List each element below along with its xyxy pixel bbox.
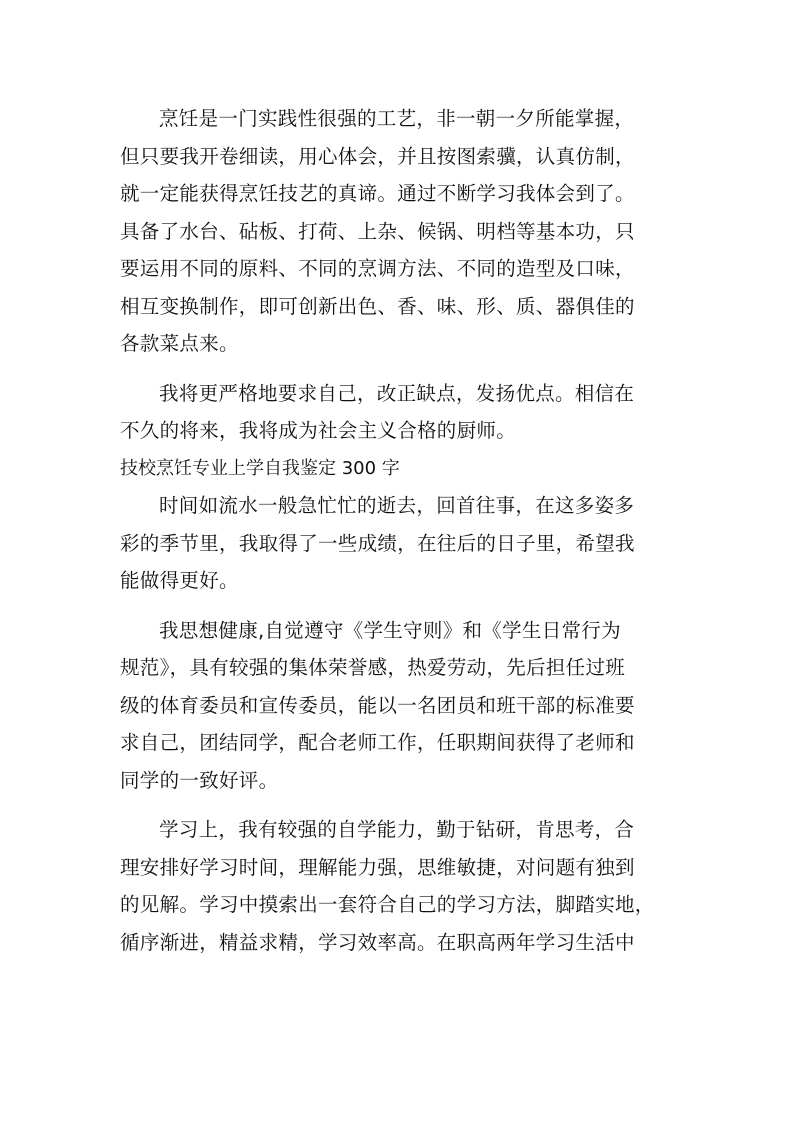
text-line: 时间如流水一般急忙忙的逝去，回首往事，在这多姿多 (159, 494, 635, 517)
paragraph-ideology (120, 612, 680, 800)
paragraph-cooking-craft (120, 100, 680, 363)
paragraph-study (120, 811, 680, 961)
heading-text: 技校烹饪专业上学自我鉴定 300 字 (120, 457, 400, 479)
text-line: 不久的将来，我将成为社会主义合格的厨师。 (120, 419, 517, 442)
text-line: 循序渐进，精益求精，学习效率高。在职高两年学习生活中 (120, 930, 635, 954)
text-line: 求自己，团结同学，配合老师工作，任职期间获得了老师和 (120, 731, 635, 754)
text-line: 但只要我开卷细读，用心体会，并且按图索骥，认真仿制， (120, 144, 635, 168)
text-line: 烹饪是一门实践性很强的工艺，非一朝一夕所能掌握， (159, 107, 635, 130)
paragraph-time-flows (120, 487, 680, 600)
text-line: 具备了水台、砧板、打荷、上杂、候锅、明档等基本功，只 (120, 219, 635, 243)
text-line: 各款菜点来。 (120, 332, 239, 355)
text-line: 理安排好学习时间，理解能力强，思维敏捷，对问题有独到 (120, 855, 635, 879)
text-line: 就一定能获得烹饪技艺的真谛。通过不断学习我体会到了。 (120, 182, 635, 205)
text-line: 学习上，我有较强的自学能力，勤于钻研，肯思考，合 (159, 818, 635, 841)
text-line: 同学的一致好评。 (120, 768, 279, 792)
paragraph-future-chef (120, 375, 680, 450)
document-body (120, 100, 680, 961)
text-line: 我思想健康,自觉遵守《学生守则》和《学生日常行为 (159, 618, 621, 642)
text-line: 要运用不同的原料、不同的烹调方法、不同的造型及口味， (120, 257, 635, 280)
section-heading (120, 450, 680, 488)
text-line: 的见解。学习中摸索出一套符合自己的学习方法，脚踏实地， (120, 893, 655, 916)
text-line: 彩的季节里，我取得了一些成绩，在往后的日子里，希望我 (120, 531, 635, 555)
text-line: 级的体育委员和宣传委员，能以一名团员和班干部的标准要 (120, 693, 635, 717)
text-line: 我将更严格地要求自己，改正缺点，发扬优点。相信在 (159, 381, 635, 405)
text-line: 能做得更好。 (120, 569, 239, 592)
text-line: 相互变换制作，即可创新出色、香、味、形、质、器俱佳的 (120, 294, 635, 318)
text-line: 规范》，具有较强的集体荣誉感，热爱劳动，先后担任过班 (120, 656, 626, 679)
